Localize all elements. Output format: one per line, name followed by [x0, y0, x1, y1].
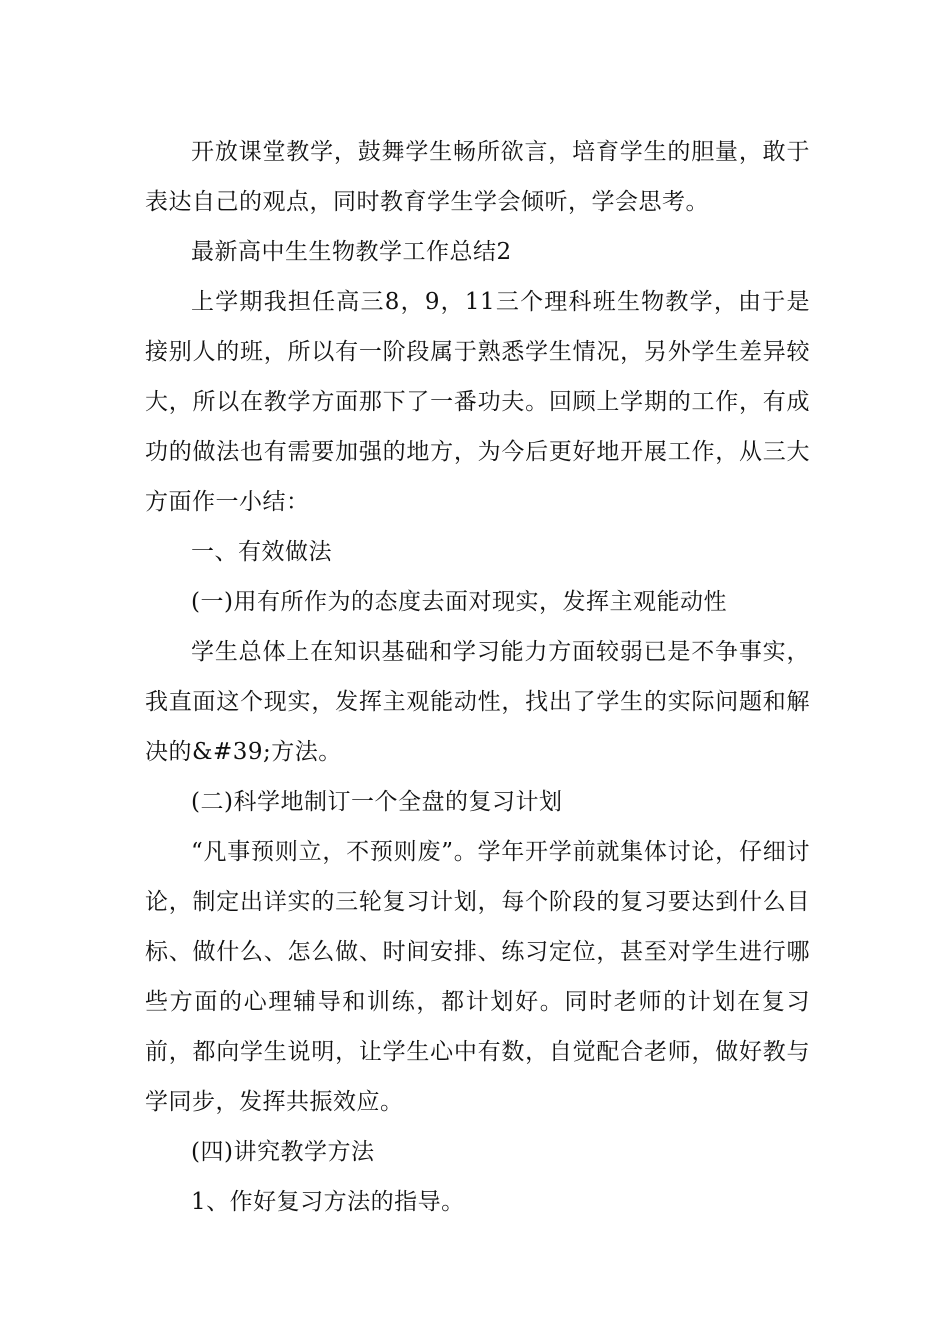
- paragraph-open-classroom: 开放课堂教学，鼓舞学生畅所欲言，培育学生的胆量，敢于表达自己的观点，同时教育学生学会倾听，学会思考。: [145, 139, 810, 215]
- subheading-4: (四)讲究教学方法: [191, 1139, 375, 1165]
- subheading-2: (二)科学地制订一个全盘的复习计划: [191, 789, 563, 815]
- subheading-1: (一)用有所作为的态度去面对现实，发挥主观能动性: [191, 589, 727, 615]
- paragraph-student-basis: 学生总体上在知识基础和学习能力方面较弱已是不争事实，我直面这个现实，发挥主观能动性，找出了学生的实际问题和解决的&#39;方法。: [145, 639, 810, 765]
- section-title: 最新高中生生物教学工作总结2: [191, 239, 512, 265]
- list-item-1: 1、作好复习方法的指导。: [191, 1189, 465, 1215]
- paragraph-review-plan: “凡事预则立，不预则废”。学年开学前就集体讨论，仔细讨论，制定出详实的三轮复习计划，每个阶段的复习要达到什么目标、做什么、怎么做、时间安排、练习定位，甚至对学生进行哪些方面的心理辅导和训练，都计划好。同时老师的计划在复习前，都向学生说明，让学生心中有数，自觉配合老师，做好教与学同步，发挥共振效应。: [145, 839, 810, 1115]
- paragraph-intro: 上学期我担任高三8，9，11三个理科班生物教学，由于是接别人的班，所以有一阶段属于熟悉学生情况，另外学生差异较大，所以在教学方面那下了一番功夫。回顾上学期的工作，有成功的做法也有需要加强的地方，为今后更好地开展工作，从三大方面作一小结：: [145, 289, 810, 515]
- heading-effective-methods: 一、有效做法: [191, 539, 332, 565]
- document-body: [145, 127, 810, 1227]
